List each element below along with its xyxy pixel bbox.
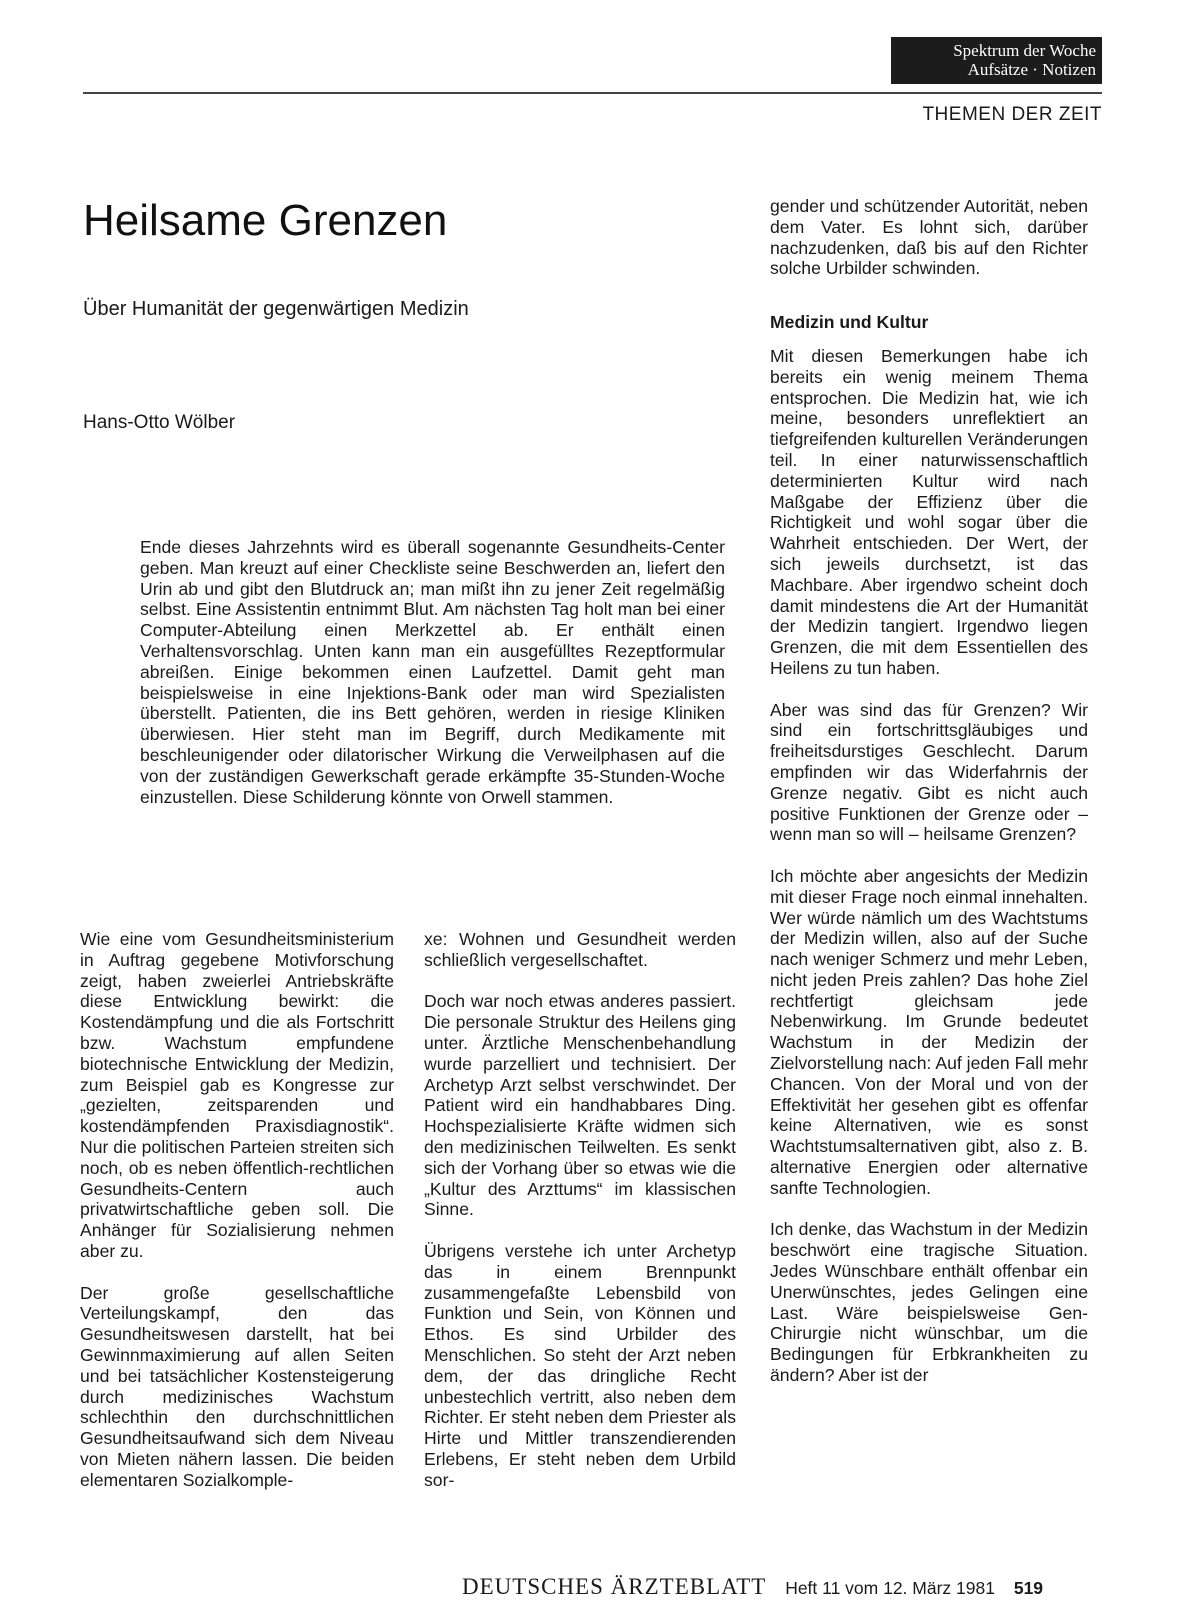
issue-info: Heft 11 vom 12. März 1981 xyxy=(785,1578,995,1598)
article-author: Hans-Otto Wölber xyxy=(83,412,236,433)
article-title: Heilsame Grenzen xyxy=(83,196,448,245)
paragraph: Mit diesen Bemerkungen habe ich bereits ein wenig meinem Thema entsprochen. Die Medizin hat, wie ich meine, besonders unreflektiert an tiefgreifenden kulturellen Veränderungen teil. In einer naturwissenschaftlich determinierten Kultur wird nach Maßgabe der Effizienz über die Richtigkeit und wohl sogar über die Wahrheit entschieden. Der Wert, der sich jeweils durchsetzt, ist das Machbare. Aber irgendwo scheint doch damit mindestens die Art der Humanität der Medizin tangiert. Irgendwo liegen Grenzen, die mit dem Essentiellen des Heilens zu tun haben. xyxy=(770,345,1088,678)
badge-line-2: Aufsätze · Notizen xyxy=(967,60,1096,79)
column-3 xyxy=(770,196,1088,1386)
section-label: THEMEN DER ZEIT xyxy=(922,104,1102,125)
header-rule xyxy=(83,92,1102,94)
page-number: 519 xyxy=(1013,1578,1044,1598)
column-1 xyxy=(80,929,394,1491)
paragraph: Ich möchte aber angesichts der Medizin mit dieser Frage noch einmal innehalten. Wer würde nämlich um des Wachtstums der Medizin willen, also auf der Suche nach weniger Schmerz und mehr Leben, nicht jeden Preis zahlen? Das hohe Ziel rechtfertigt gleichsam jede Nebenwirkung. Im Grunde bedeutet Wachstum in der Medizin der Zielvorstellung nach: Auf jeden Fall mehr Chancen. Von der Moral und von der Effektivität her gesehen gibt es offenfar keine Alternativen, wie es sonst Wachtstumsalternativen gibt, also z. B. alternative Energien oder alternative sanfte Technologien. xyxy=(770,865,1088,1198)
paragraph: Doch war noch etwas anderes passiert. Die personale Struktur des Heilens ging unter. Ärztliche Menschenbehandlung wurde parzelliert und technisiert. Der Archetyp Arzt selbst verschwindet. Der Patient wird ein handhabbares Ding. Hochspezialisierte Kräfte widmen sich den medizinischen Teilwelten. Es senkt sich der Vorhang über so etwas wie die „Kultur des Arzttums“ im klassischen Sinne. xyxy=(424,991,736,1220)
article-subtitle: Über Humanität der gegenwärtigen Medizin xyxy=(83,298,469,320)
paragraph: Wie eine vom Gesundheitsministerium in Auftrag gegebene Motivforschung zeigt, haben zweierlei Antriebskräfte diese Entwicklung bewirkt: die Kostendämpfung und die als Fortschritt bzw. Wachstum empfundene biotechnische Entwicklung der Medizin, zum Beispiel gab es Kongresse zur „gezielten, zeitsparenden und kostendämpfenden Praxisdiagnostik“. Nur die politischen Parteien streiten sich noch, ob es neben öffentlich-rechtlichen Gesundheits-Centern auch privatwirtschaftliche geben soll. Die Anhänger für Sozialisierung nehmen aber zu. xyxy=(80,929,394,1261)
section-badge xyxy=(891,37,1102,84)
badge-line-1: Spektrum der Woche xyxy=(953,41,1096,60)
column-2 xyxy=(424,929,736,1491)
lead-paragraph: Ende dieses Jahrzehnts wird es überall sogenannte Gesundheits-Center geben. Man kreuzt auf einer Checkliste seine Beschwerden an, liefert den Urin ab und gibt den Blutdruck an; man mißt ihn zu jener Zeit regelmäßig selbst. Eine Assistentin entnimmt Blut. Am nächsten Tag holt man bei einer Computer-Abteilung einen Merkzettel ab. Er enthält einen Verhaltensvorschlag. Unten kann man ein ausgefülltes Rezeptformular abreißen. Einige bekommen einen Laufzettel. Damit geht man beispielsweise in eine Injektions-Bank oder man wird Spezialisten überstellt. Patienten, die ins Bett gehören, werden in riesige Kliniken überwiesen. Hier steht man im Begriff, durch Medikamente mit beschleunigender oder dilatorischer Wirkung die Verweilphasen auf die von der zuständigen Gewerkschaft gerade erkämpfte 35-Stunden-Woche einzustellen. Diese Schilderung könnte von Orwell stammen. xyxy=(140,537,725,807)
paragraph: Aber was sind das für Grenzen? Wir sind ein fortschrittsgläubiges und freiheitsdurstiges Geschlecht. Darum empfinden wir das Widerfahrnis der Grenze negativ. Gibt es nicht auch positive Funktionen der Grenze oder – wenn man so will – heilsame Grenzen? xyxy=(770,699,1088,845)
section-heading: Medizin und Kultur xyxy=(770,312,929,333)
paragraph: Übrigens verstehe ich unter Archetyp das in einem Brennpunkt zusammengefaßte Lebensbild von Funktion und Sein, von Können und Ethos. Es sind Urbilder des Menschlichen. So steht der Arzt neben dem, der das dringliche Recht unbestechlich vertritt, also neben dem Richter. Er steht neben dem Priester als Hirte und Mittler transzendierenden Erlebens, Er steht neben dem Urbild sor- xyxy=(424,1240,736,1490)
journal-name: DEUTSCHES ÄRZTEBLATT xyxy=(462,1574,767,1599)
paragraph: xe: Wohnen und Gesundheit werden schließlich vergesellschaftet. xyxy=(424,929,736,970)
paragraph: gender und schützender Autorität, neben dem Vater. Es lohnt sich, darüber nachzudenken, daß bis auf den Richter solche Urbilder schwinden. xyxy=(770,196,1088,279)
page-footer xyxy=(462,1574,1043,1600)
paragraph: Ich denke, das Wachstum in der Medizin beschwört eine tragische Situation. Jedes Wünschbare enthält offenbar ein Unerwünschtes, jedes Gelingen eine Last. Wäre beispielsweise Gen-Chirurgie nicht wünschbar, um die Bedingungen für Erbkrankheiten zu ändern? Aber ist der xyxy=(770,1219,1088,1386)
paragraph: Der große gesellschaftliche Verteilungskampf, den das Gesundheitswesen darstellt, hat bei Gewinnmaximierung auf allen Seiten und bei tatsächlicher Kostensteigerung durch medizinisches Wachstum schlechthin den durchschnittlichen Gesundheitsaufwand sich dem Niveau von Mieten nähern lassen. Die beiden elementaren Sozialkomple- xyxy=(80,1282,394,1490)
